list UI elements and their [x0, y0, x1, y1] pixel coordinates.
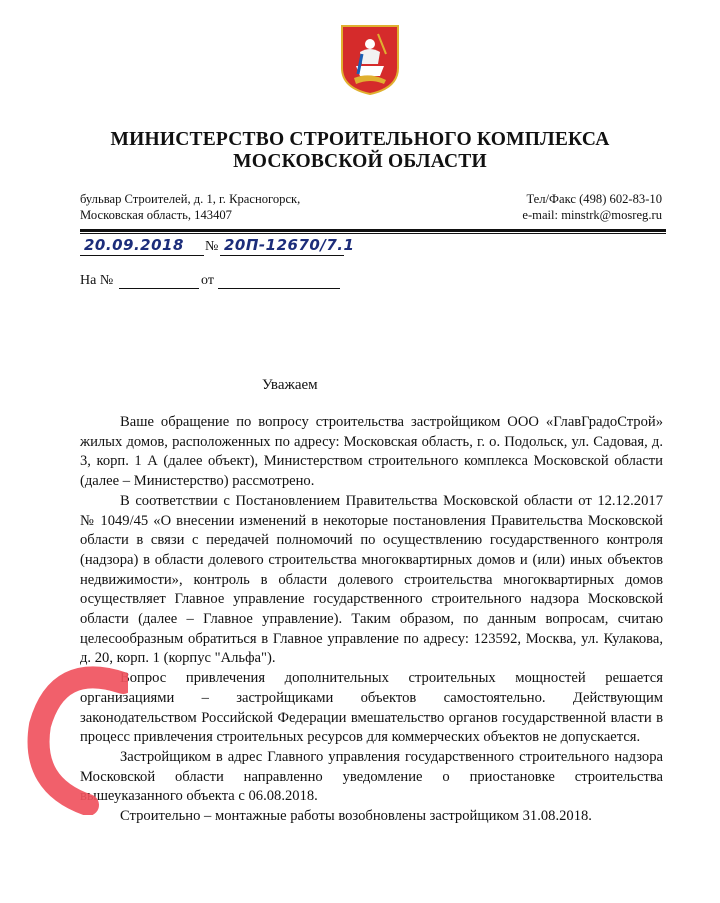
reference-number-underline [119, 288, 199, 289]
ministry-name-line1: МИНИСТЕРСТВО СТРОИТЕЛЬНОГО КОМПЛЕКСА [110, 129, 610, 150]
reference-label: На № [80, 273, 114, 288]
handwritten-number: 20П-12670/7.1 [224, 236, 355, 254]
phone-fax: Тел/Факс (498) 602-83-10 [526, 192, 662, 206]
number-underline [220, 255, 344, 256]
header-divider-thin [80, 233, 666, 234]
address-line2: Московская область, 143407 [80, 208, 232, 222]
email: e-mail: minstrk@mosreg.ru [522, 208, 662, 222]
letter-body [80, 413, 663, 827]
coat-of-arms-icon [340, 24, 400, 96]
date-underline [80, 255, 204, 256]
paragraph-5: Строительно – монтажные работы возобновлены застройщиком 31.08.2018. [120, 808, 592, 825]
red-stamp-fragment [18, 665, 128, 815]
header-divider-thick [80, 229, 666, 232]
handwritten-date: 20.09.2018 [84, 236, 184, 254]
address-line1: бульвар Строителей, д. 1, г. Красногорск, [80, 192, 301, 206]
ministry-name-line2: МОСКОВСКОЙ ОБЛАСТИ [233, 151, 487, 172]
paragraph-3: Вопрос привлечения дополнительных строительных мощностей решается организациями – застройщиками объектов самостоятельно. Действующим законодательством Российской Федерации вмешательство органов государственной власти в процесс привлечения строительных ресурсов для коммерческих объектов не допускается. [80, 670, 663, 746]
reference-from-label: от [201, 273, 214, 288]
reference-date-underline [218, 288, 340, 289]
paragraph-4: Застройщиком в адрес Главного управления государственного строительного надзора Московской области направленно уведомление о приостановке строительства вышеуказанного объекта с 06.08.2018. [80, 748, 663, 805]
greeting: Уважаем [262, 377, 318, 393]
paragraph-2: В соответствии с Постановлением Правительства Московской области от 12.12.2017 № 1049/45 «О внесении изменений в некоторые постановления Правительства Московской области в связи с передачей полномочий по осуществлению государственного контроля (надзора) в области долевого строительства многоквартирных домов и (или) иных объектов недвижимости», контроль в области долевого строительства многоквартирных домов осуществляет Главное управление государственного строительного надзора Московской области (далее – Главное управление). Таким образом, по данным вопросам, считаю целесообразным обратиться в Главное управление по адресу: 123592, Москва, ул. Кулакова, д. 20, корп. 1 (корпус "Альфа"). [80, 492, 663, 667]
number-label: № [205, 239, 219, 254]
paragraph-1: Ваше обращение по вопросу строительства застройщиком ООО «ГлавГрадоСтрой» жилых домов, расположенных по адресу: Московская область, г. о. Подольск, ул. Садовая, д. 3, корп. 1 А (далее объект), Министерством строительного комплекса Московской области (далее – Министерство) рассмотрено. [80, 414, 663, 490]
